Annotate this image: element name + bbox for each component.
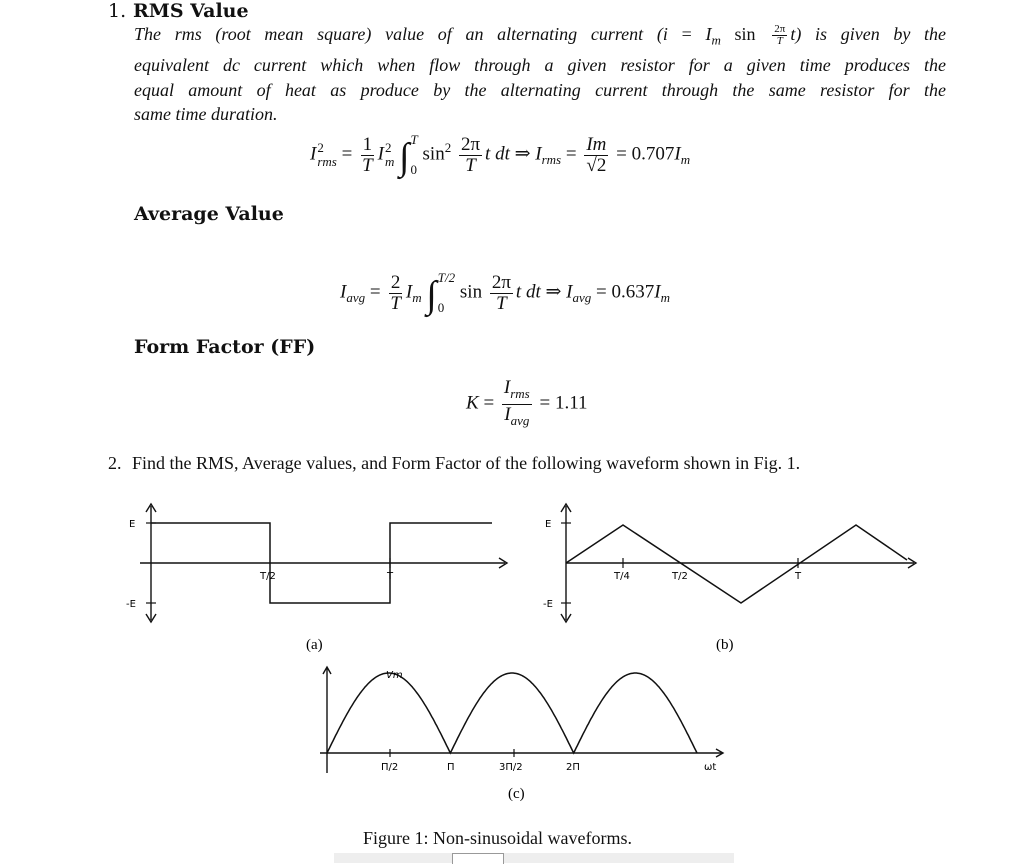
bottom-strip	[334, 853, 734, 863]
question-2-number: 2.	[108, 453, 122, 473]
rms-equation: I 2 rms = $\frac{1}{T}$ I 2 m ∫ T 0 $\sin^2$ $\frac{2\pi}{T}$ t dt ⇒ $I_{rms}$ = $\frac{Im}{√2}$ = $0.707I_m$	[310, 132, 691, 178]
para-line-1-head: The rms (root mean square) value of an alternating current (	[134, 24, 663, 44]
fig-c-tick-pi2: Π/2	[381, 762, 399, 773]
fig-b-label-negE: -E	[543, 599, 553, 610]
fig-c-waveform	[327, 673, 697, 753]
figure-b-triangle-wave	[536, 496, 936, 656]
fig-b-label-E: E	[545, 519, 552, 530]
form-factor-equation: K = $\frac{I_{rms}}{I_{avg}}$ = 1.11	[466, 377, 588, 428]
para-line-1	[134, 22, 946, 53]
fig-c-label-Vm: Vm	[386, 670, 403, 681]
average-equation: $I_{avg}$ = $\frac{2}{T}$ $I_m$ ∫ T/2 0 sin $\frac{2\pi}{T}$ t dt ⇒ $I_{avg} = 0.637I_m$	[340, 270, 670, 316]
average-value-title: Average Value	[134, 203, 284, 225]
fig-b-tick-T4: T/4	[614, 571, 630, 582]
para-line-2: equivalent dc current which when flow through a given resistor for a given time produces the	[134, 55, 946, 76]
fig-c-axis-label: ωt	[704, 762, 717, 773]
figure-c-rectified-sine	[310, 660, 750, 810]
question-2	[108, 453, 800, 474]
para-line-1-tail: ) is given by the	[795, 24, 947, 44]
fig-a-tick-T: T	[387, 571, 394, 582]
fig-b-waveform	[566, 525, 907, 603]
fig-c-tick-3pi2: 3Π/2	[499, 762, 523, 773]
fig-a-caption: (a)	[306, 637, 323, 653]
integral-sign: ∫	[399, 136, 410, 178]
rms-definition-paragraph	[134, 22, 946, 127]
section-1-number: 1.	[108, 0, 127, 22]
fig-b-tick-T2: T/2	[672, 571, 688, 582]
fig-b-caption: (b)	[716, 637, 734, 653]
fig-a-label-E: E	[129, 519, 136, 530]
integral-sign: ∫	[426, 274, 437, 316]
inline-current-formula: $i = I_m$ sin $\frac{2\pi}{T}$ t	[662, 23, 796, 48]
para-line-4: same time duration.	[134, 104, 278, 125]
section-1-title: RMS Value	[133, 0, 249, 22]
fig-c-tick-2pi: 2Π	[566, 762, 580, 773]
fig-a-tick-T2: T/2	[260, 571, 276, 582]
figure-a-square-wave	[110, 496, 520, 656]
bottom-tab	[452, 853, 504, 864]
question-2-text: Find the RMS, Average values, and Form Factor of the following waveform shown in Fig. 1.	[132, 453, 801, 473]
fig-c-caption: (c)	[508, 786, 525, 802]
fig-a-label-negE: -E	[126, 599, 136, 610]
fig-c-tick-pi: Π	[447, 762, 455, 773]
fig-b-tick-T: T	[795, 571, 802, 582]
form-factor-title: Form Factor (FF)	[134, 336, 316, 358]
para-line-3: equal amount of heat as produce by the alternating current through the same resistor for the	[134, 79, 946, 100]
figure-caption: Figure 1: Non-sinusoidal waveforms.	[363, 828, 632, 848]
